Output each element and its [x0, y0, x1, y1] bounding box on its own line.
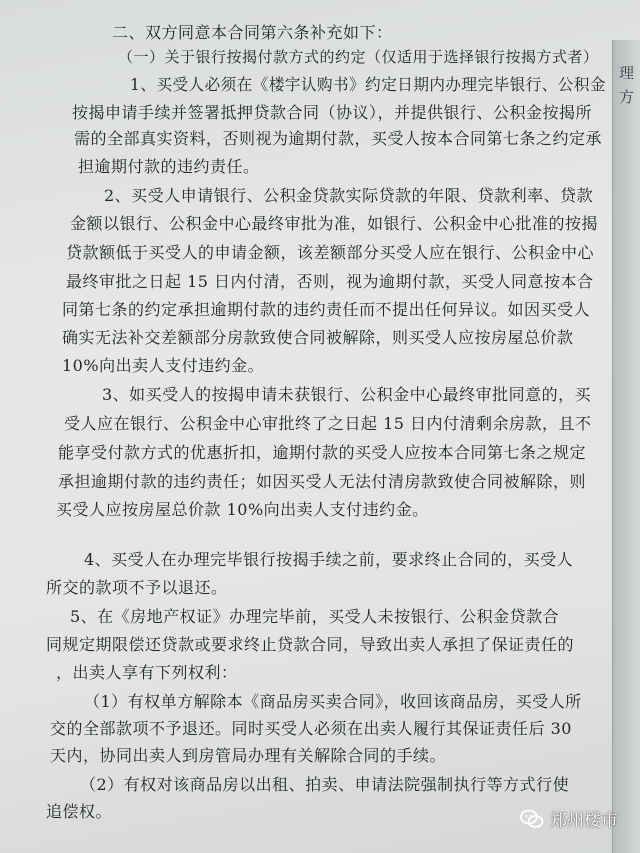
text-line: 二、双方同意本合同第六条补充如下： [112, 23, 393, 42]
edge-char: 方 [619, 88, 635, 106]
text-line: 确实无法补交差额部分房款致使合同被解除，则买受人应按房屋总价款 [62, 328, 574, 347]
text-line: 承担逾期付款的违约责任；如因买受人无法付清房款致使合同被解除，则 [58, 472, 587, 491]
text-line: 同第七条的约定承担逾期付款的违约责任而不提出任何异议。如因买受人 [62, 300, 591, 319]
text-line: （一）关于银行按揭付款方式的约定（仅适用于选择银行按揭方式者） [118, 48, 599, 66]
text-line: 2、买受人申请银行、公积金贷款实际贷款的年限、贷款利率、贷款 [104, 186, 594, 205]
text-line: ，出卖人享有下列权利： [56, 663, 238, 682]
text-line: 4、买受人在办理完毕银行按揭手续之前，要求终止合同的，买受人 [84, 550, 574, 569]
text-line: 天内，协同出卖人到房管局办理有关解除合同的手续。 [50, 746, 447, 765]
wechat-icon [520, 809, 544, 829]
edge-char: 理 [619, 64, 635, 82]
text-line: 按揭申请手续并签署抵押贷款合同（协议），并提供银行、公积金按揭所 [72, 103, 593, 122]
text-line: 交的全部款项不予退还。同时买受人必须在出卖人履行其保证责任后 30 [50, 719, 572, 738]
text-line: 贷款额低于买受人的申请金额，该差额部分买受人应在银行、公积金中心 [66, 243, 595, 262]
watermark [520, 806, 618, 831]
text-line: 需的全部真实资料，否则视为逾期付款，买受人按本合同第七条之约定承 [74, 129, 603, 148]
text-line: 金额以银行、公积金中心最终审批为准，如银行、公积金中心批准的按揭 [70, 214, 599, 233]
text-line: 5、在《房地产权证》办理完毕前，买受人未按银行、公积金贷款合 [70, 607, 560, 626]
text-line: 3、如买受人的按揭申请未获银行、公积金中心最终审批同意的，买 [102, 385, 592, 404]
text-line: 10%向出卖人支付违约金。 [62, 356, 265, 375]
text-line: （1）有权单方解除本《商品房买卖合同》，收回该商品房，买受人所 [84, 692, 582, 711]
text-line: 追偿权。 [46, 802, 113, 821]
text-line: 担逾期付款的违约责任。 [78, 157, 260, 176]
text-line: 1、买受人必须在《楼宇认购书》约定日期内办理完毕银行、公积金 [130, 75, 606, 94]
text-line: 所交的款项不予以退还。 [46, 578, 228, 597]
watermark-text: 郑州楼市 [550, 811, 618, 831]
text-line: 同规定期限偿还贷款或要求终止贷款合同，导致出卖人承担了保证责任的 [46, 635, 575, 654]
text-line: 能享受付款方式的优惠折扣，逾期付款的买受人应按本合同第七条之规定 [58, 443, 587, 462]
text-line: 受人应在银行、公积金中心审批终了之日起 15 日内付清剩余房款，且不 [64, 414, 592, 433]
text-line: 最终审批之日起 15 日内付清，否则，视为逾期付款，买受人同意按本合 [66, 272, 594, 291]
text-line: （2）有权对该商品房以出租、拍卖、申请法院强制执行等方式行使 [80, 775, 570, 794]
adjacent-page-edge [612, 40, 640, 853]
text-line: 买受人应按房屋总价款 10%向出卖人支付违约金。 [56, 500, 429, 519]
